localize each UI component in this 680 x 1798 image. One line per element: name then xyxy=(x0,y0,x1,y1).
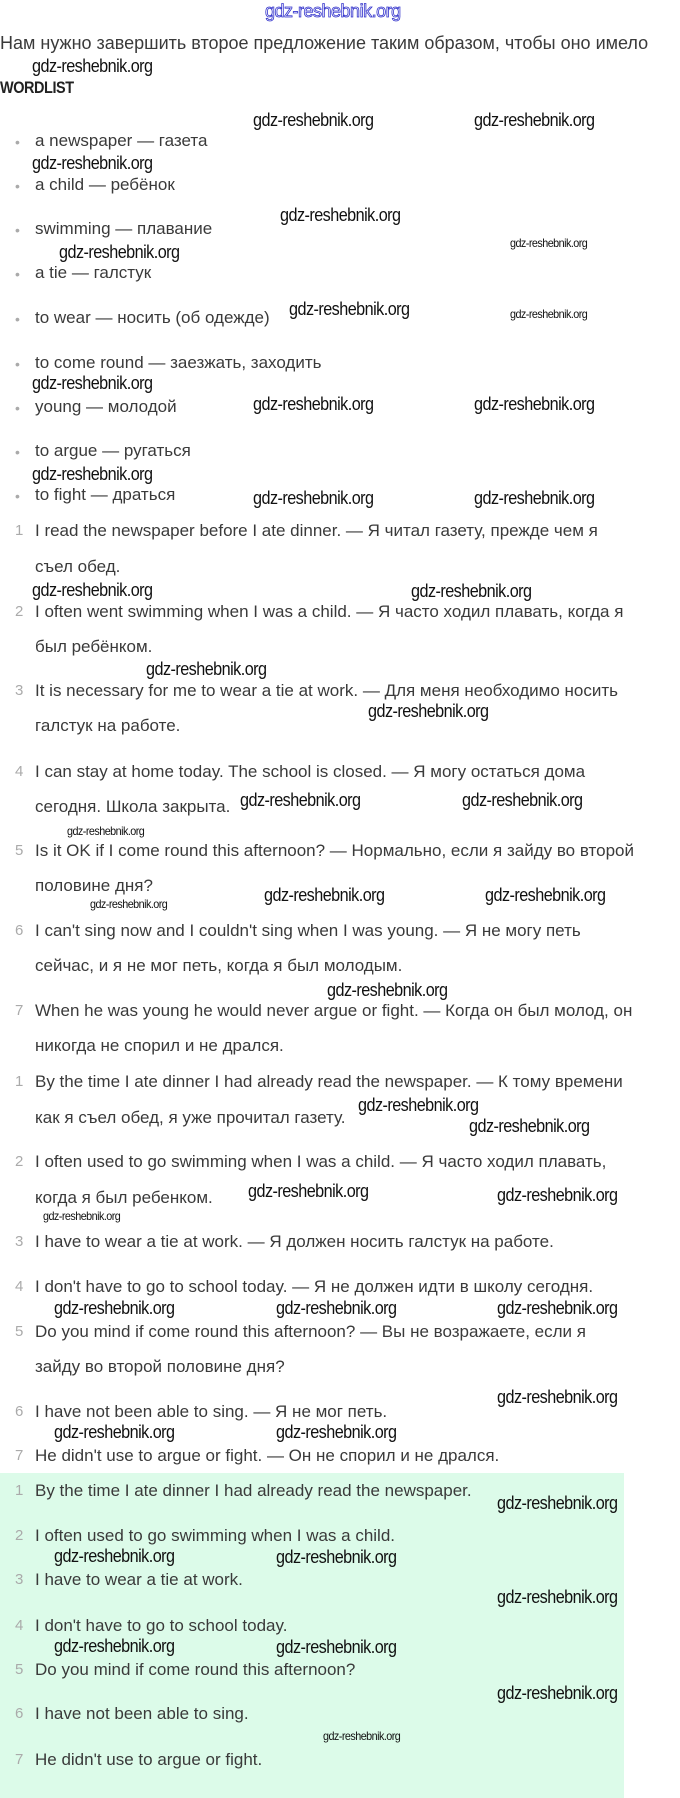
watermark: gdz-reshebnik.org xyxy=(264,885,385,905)
watermark: gdz-reshebnik.org xyxy=(276,1422,397,1442)
item-number: 6 xyxy=(15,1403,24,1420)
watermark: gdz-reshebnik.org xyxy=(497,1493,618,1513)
answer-line: Do you mind if come round this afternoon? xyxy=(35,1660,356,1679)
item-number: 1 xyxy=(15,1482,24,1499)
watermark: gdz-reshebnik.org xyxy=(32,580,153,600)
watermark: gdz-reshebnik.org xyxy=(411,581,532,601)
watermark: gdz-reshebnik.org xyxy=(32,373,153,393)
watermark: gdz-reshebnik.org xyxy=(462,790,583,810)
watermark: gdz-reshebnik.org xyxy=(327,980,448,1000)
watermark: gdz-reshebnik.org xyxy=(474,488,595,508)
item-number: 2 xyxy=(15,603,24,620)
watermark: gdz-reshebnik.org xyxy=(368,701,489,721)
translation-line-cont: никогда не спорил и не дрался. xyxy=(35,1036,284,1055)
item-number: 6 xyxy=(15,922,24,939)
rewrite-line: I don't have to go to school today. — Я не должен идти в школу сегодня. xyxy=(35,1277,594,1296)
watermark: gdz-reshebnik.org xyxy=(43,1209,121,1223)
watermark: gdz-reshebnik.org xyxy=(510,236,588,250)
bullet-icon: • xyxy=(15,134,20,150)
watermark: gdz-reshebnik.org xyxy=(276,1637,397,1657)
watermark: gdz-reshebnik.org xyxy=(59,242,180,262)
rewrite-line-cont: когда я был ребенком. xyxy=(35,1188,213,1207)
bullet-icon: • xyxy=(15,356,20,372)
wordlist-item: to fight — драться xyxy=(35,485,176,504)
item-number: 2 xyxy=(15,1527,24,1544)
item-number: 4 xyxy=(15,1278,24,1295)
bullet-icon: • xyxy=(15,400,20,416)
watermark: gdz-reshebnik.org xyxy=(54,1546,175,1566)
rewrite-line: By the time I ate dinner I had already read the newspaper. — К тому времени xyxy=(35,1072,623,1091)
rewrite-line-cont: как я съел обед, я уже прочитал газету. xyxy=(35,1108,346,1127)
bullet-icon: • xyxy=(15,444,20,460)
rewrite-line: Do you mind if come round this afternoon? — Вы не возражаете, если я xyxy=(35,1322,586,1341)
answer-line: I don't have to go to school today. xyxy=(35,1616,288,1635)
bullet-icon: • xyxy=(15,488,20,504)
wordlist-item: young — молодой xyxy=(35,397,177,416)
rewrite-line: I have not been able to sing. — Я не мог петь. xyxy=(35,1402,388,1421)
translation-line-cont: был ребёнком. xyxy=(35,637,153,656)
answer-line: He didn't use to argue or fight. xyxy=(35,1750,263,1769)
watermark: gdz-reshebnik.org xyxy=(32,56,153,76)
item-number: 6 xyxy=(15,1705,24,1722)
bullet-icon: • xyxy=(15,178,20,194)
watermark: gdz-reshebnik.org xyxy=(54,1298,175,1318)
watermark: gdz-reshebnik.org xyxy=(253,488,374,508)
item-number: 5 xyxy=(15,842,24,859)
rewrite-line: I have to wear a tie at work. — Я должен носить галстук на работе. xyxy=(35,1232,554,1251)
answer-line: I often used to go swimming when I was a child. xyxy=(35,1526,396,1545)
item-number: 7 xyxy=(15,1447,24,1464)
watermark: gdz-reshebnik.org xyxy=(510,307,588,321)
item-number: 3 xyxy=(15,1233,24,1250)
watermark: gdz-reshebnik.org xyxy=(289,299,410,319)
translation-line: I can stay at home today. The school is closed. — Я могу остаться дома xyxy=(35,762,586,781)
rewrite-line-cont: зайду во второй половине дня? xyxy=(35,1357,285,1376)
translation-line-cont: половине дня? xyxy=(35,876,153,895)
watermark: gdz-reshebnik.org xyxy=(54,1636,175,1656)
wordlist-item: to wear — носить (об одежде) xyxy=(35,308,270,327)
watermark: gdz-reshebnik.org xyxy=(248,1181,369,1201)
watermark: gdz-reshebnik.org xyxy=(90,897,168,911)
watermark: gdz-reshebnik.org xyxy=(276,1298,397,1318)
watermark: gdz-reshebnik.org xyxy=(358,1095,479,1115)
item-number: 3 xyxy=(15,682,24,699)
watermark: gdz-reshebnik.org xyxy=(474,110,595,130)
item-number: 2 xyxy=(15,1153,24,1170)
watermark: gdz-reshebnik.org xyxy=(280,205,401,225)
wordlist-heading: WORDLIST xyxy=(0,78,74,97)
bullet-icon: • xyxy=(15,266,20,282)
intro-text: Нам нужно завершить второе предложение таким образом, чтобы оно имело xyxy=(0,33,649,53)
item-number: 7 xyxy=(15,1002,24,1019)
translation-line: When he was young he would never argue or fight. — Когда он был молод, он xyxy=(35,1001,633,1020)
wordlist-item: to come round — заезжать, заходить xyxy=(35,353,322,372)
watermark: gdz-reshebnik.org xyxy=(32,464,153,484)
wordlist-item: a child — ребёнок xyxy=(35,175,175,194)
translation-line: Is it OK if I come round this afternoon? — Нормально, если я зайду во второй xyxy=(35,841,634,860)
watermark: gdz-reshebnik.org xyxy=(146,659,267,679)
item-number: 5 xyxy=(15,1661,24,1678)
wordlist-item: a tie — галстук xyxy=(35,263,152,282)
item-number: 3 xyxy=(15,1571,24,1588)
watermark: gdz-reshebnik.org xyxy=(253,110,374,130)
watermark: gdz-reshebnik.org xyxy=(253,394,374,414)
translation-line-cont: сегодня. Школа закрыта. xyxy=(35,797,231,816)
item-number: 5 xyxy=(15,1323,24,1340)
watermark: gdz-reshebnik.org xyxy=(485,885,606,905)
translation-line: It is necessary for me to wear a tie at work. — Для меня необходимо носить xyxy=(35,681,619,700)
translation-line-cont: сейчас, и я не мог петь, когда я был молодым. xyxy=(35,956,403,975)
watermark: gdz-reshebnik.org xyxy=(54,1422,175,1442)
watermark: gdz-reshebnik.org xyxy=(323,1729,401,1743)
item-number: 1 xyxy=(15,1073,24,1090)
watermark: gdz-reshebnik.org xyxy=(276,1547,397,1567)
translation-line: I read the newspaper before I ate dinner. — Я читал газету, прежде чем я xyxy=(35,521,598,540)
wordlist-item: a newspaper — газета xyxy=(35,131,208,150)
rewrite-line: I often used to go swimming when I was a child. — Я часто ходил плавать, xyxy=(35,1152,607,1171)
answer-line: I have to wear a tie at work. xyxy=(35,1570,243,1589)
watermark: gdz-reshebnik.org xyxy=(497,1683,618,1703)
wordlist-item: swimming — плавание xyxy=(35,219,213,238)
watermark: gdz-reshebnik.org xyxy=(474,394,595,414)
watermark: gdz-reshebnik.org xyxy=(32,153,153,173)
watermark: gdz-reshebnik.org xyxy=(240,790,361,810)
rewrite-line: He didn't use to argue or fight. — Он не спорил и не дрался. xyxy=(35,1446,500,1465)
watermark: gdz-reshebnik.org xyxy=(67,824,145,838)
watermark: gdz-reshebnik.org xyxy=(497,1587,618,1607)
translation-line-cont: галстук на работе. xyxy=(35,716,181,735)
answer-line: I have not been able to sing. xyxy=(35,1704,249,1723)
wordlist-item: to argue — ругаться xyxy=(35,441,191,460)
watermark: gdz-reshebnik.org xyxy=(497,1185,618,1205)
answer-line: By the time I ate dinner I had already read the newspaper. xyxy=(35,1481,472,1500)
item-number: 4 xyxy=(15,763,24,780)
watermark: gdz-reshebnik.org xyxy=(497,1298,618,1318)
translation-line: I often went swimming when I was a child. — Я часто ходил плавать, когда я xyxy=(35,602,624,621)
item-number: 7 xyxy=(15,1751,24,1768)
item-number: 4 xyxy=(15,1617,24,1634)
item-number: 1 xyxy=(15,522,24,539)
bullet-icon: • xyxy=(15,311,20,327)
watermark: gdz-reshebnik.org xyxy=(497,1387,618,1407)
translation-line-cont: съел обед. xyxy=(35,557,121,576)
bullet-icon: • xyxy=(15,222,20,238)
site-watermark: gdz-reshebnik.org xyxy=(265,1,401,21)
watermark: gdz-reshebnik.org xyxy=(469,1116,590,1136)
translation-line: I can't sing now and I couldn't sing when I was young. — Я не могу петь xyxy=(35,921,581,940)
